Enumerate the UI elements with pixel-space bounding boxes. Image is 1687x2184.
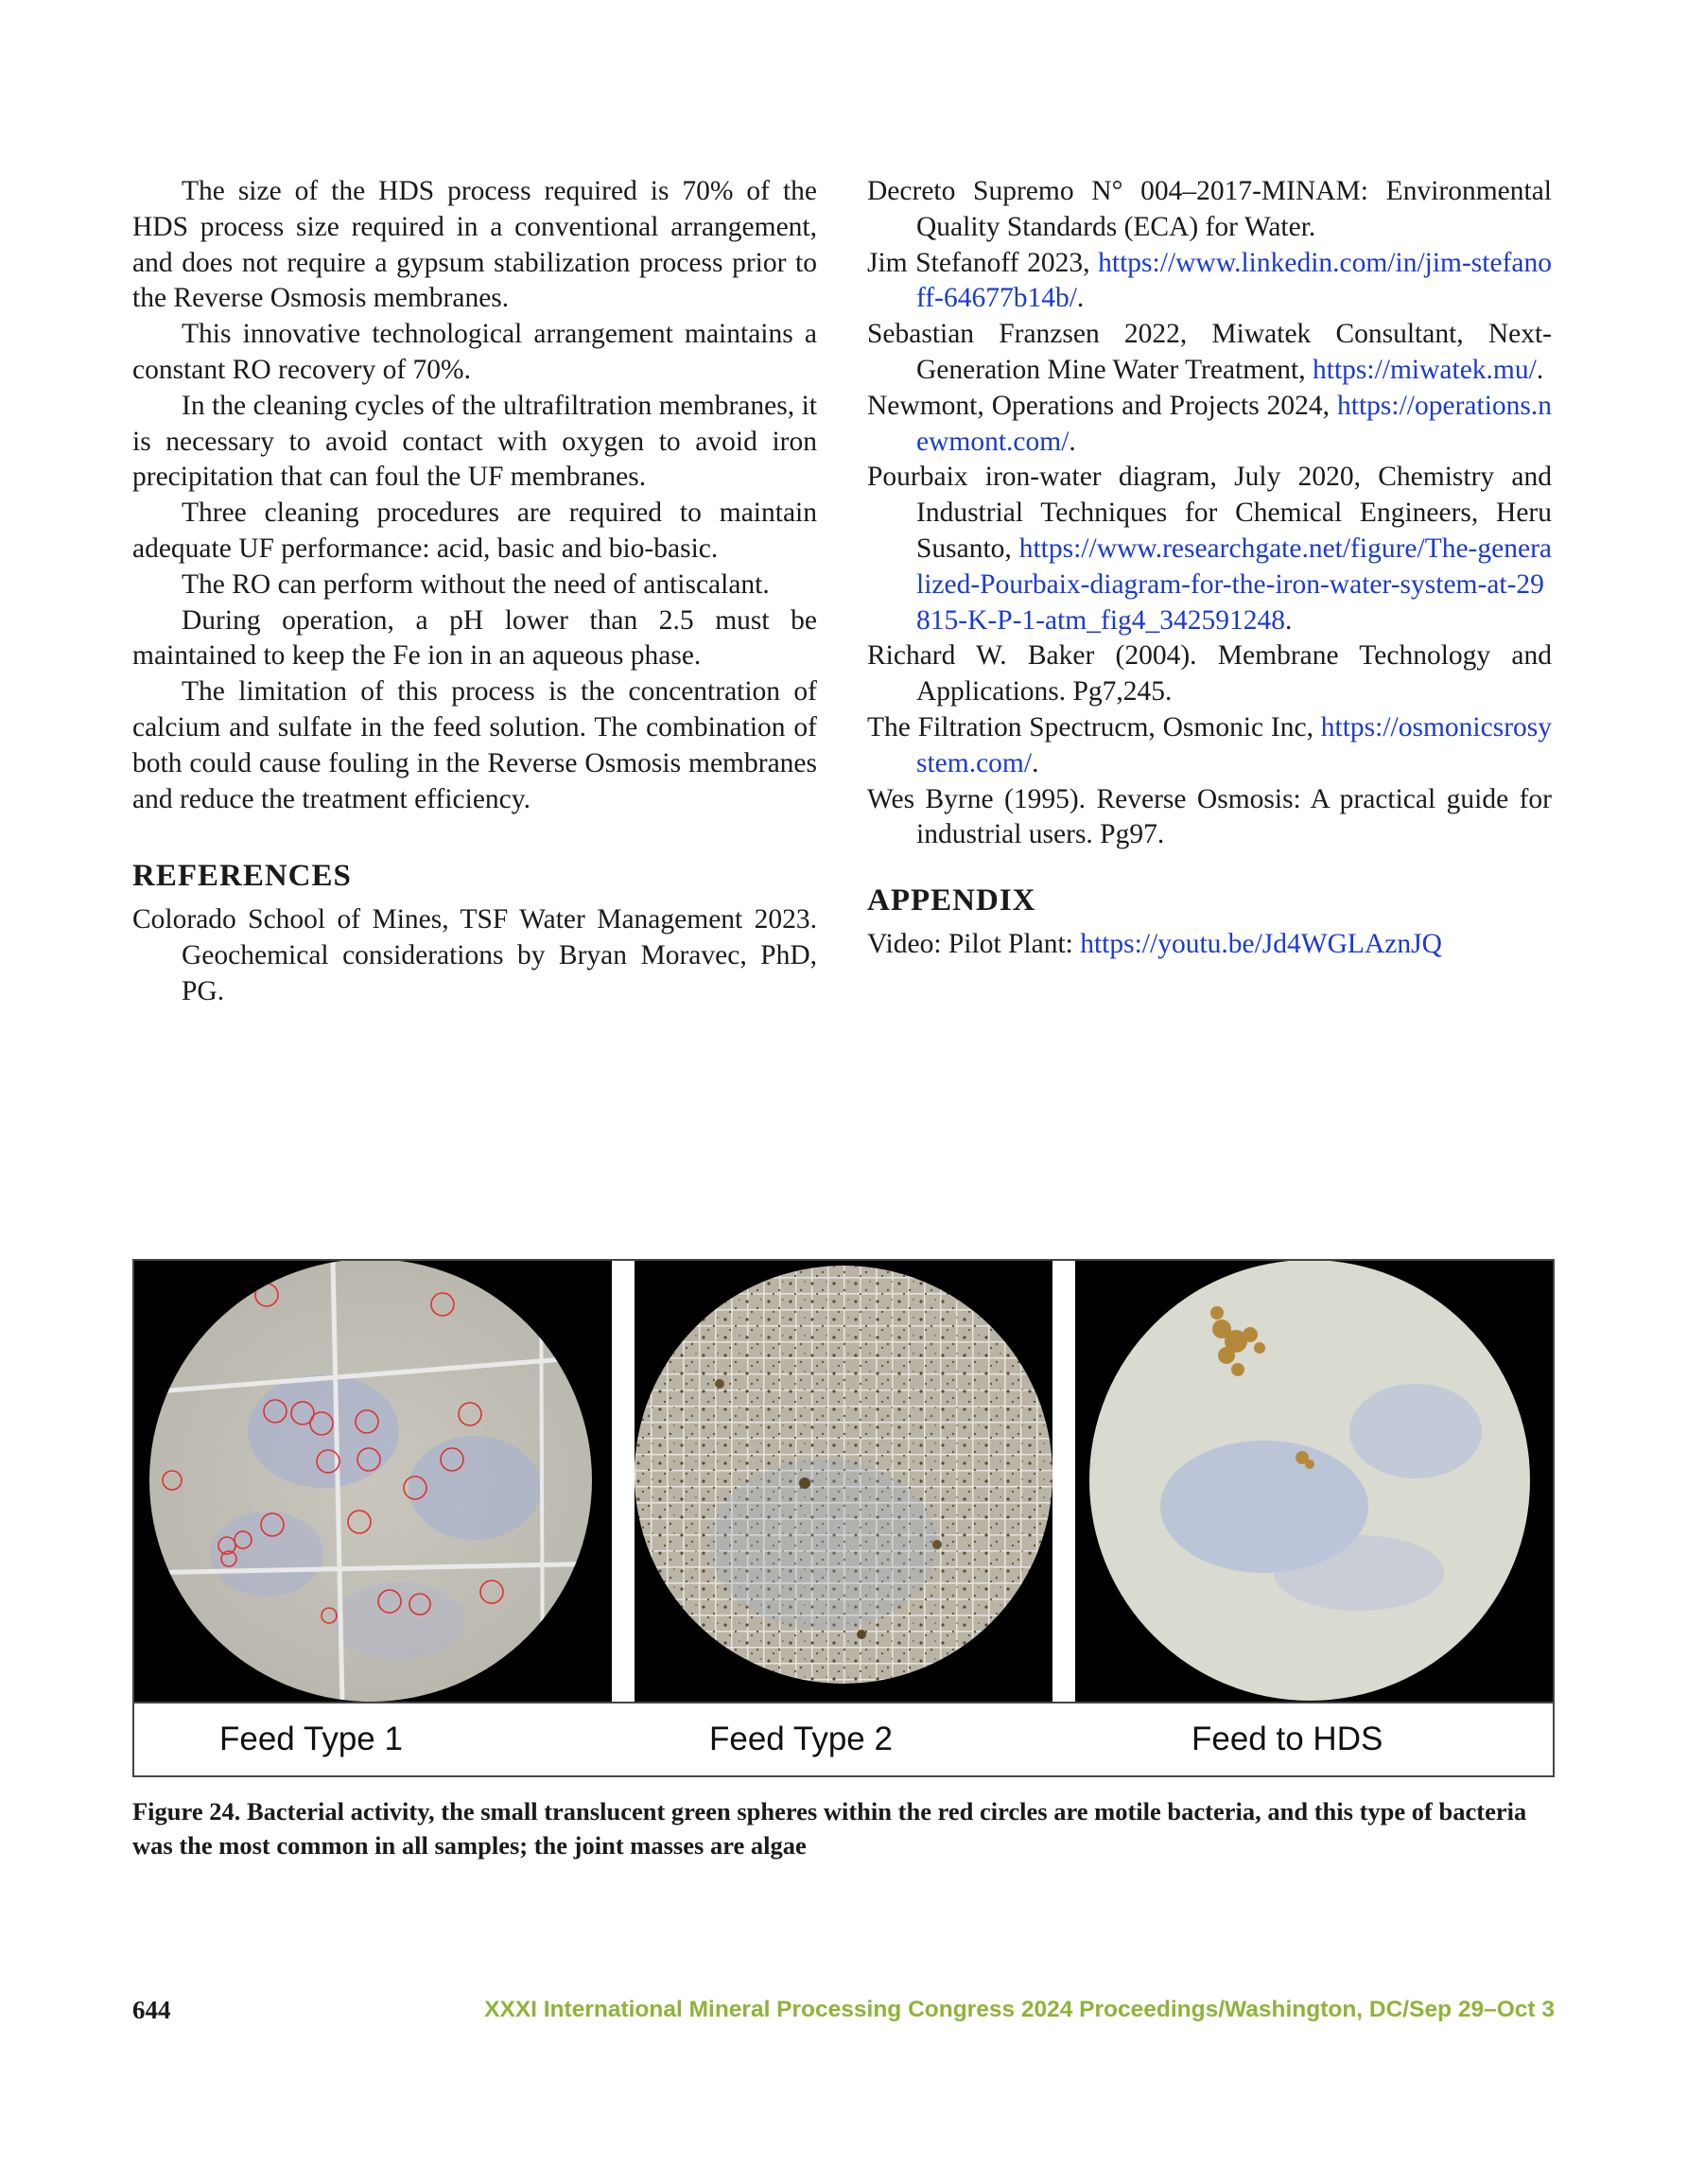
reference-link[interactable]: https://www.linkedin.com/in/jim-stefanoff-64677b14b/ (916, 247, 1552, 314)
reference-text: Decreto Supremo N° 004–2017-MINAM: Environmental Quality Standards (ECA) for Water. (867, 176, 1552, 242)
reference-item (867, 317, 1552, 389)
figure-caption: Figure 24. Bacterial activity, the small translucent green spheres within the red circles are motile bacteria, and this type of bacteria was the most common in all samples; the joint masses are algae (132, 1797, 1527, 1860)
reference-text: Pourbaix iron-water diagram, July 2020, Chemistry and Industrial Techniques for Chemical Engineers, Heru Susanto, (867, 462, 1552, 564)
body-paragraph: The RO can perform without the need of antiscalant. (182, 568, 770, 600)
panel-label-feed-type-1: Feed Type 1 (219, 1721, 403, 1757)
reference-text: The Filtration Spectrucm, Osmonic Inc, (867, 711, 1321, 743)
reference-item (867, 174, 1552, 246)
reference-text: Newmont, Operations and Projects 2024, (867, 390, 1338, 421)
reference-link[interactable]: https://osmonicsrosystem.com/ (916, 711, 1552, 778)
reference-punctuation: . (1076, 283, 1085, 314)
reference-link[interactable]: https://miwatek.mu/ (1313, 354, 1537, 385)
micrograph-feed-to-hds (1075, 1261, 1553, 1702)
reference-item (867, 460, 1552, 638)
reference-punctuation: . (1032, 747, 1039, 778)
panel-label-feed-to-hds: Feed to HDS (1191, 1721, 1383, 1757)
body-paragraph: During operation, a pH lower than 2.5 must be maintained to keep the Fe ion in an aqueous phase. (132, 604, 817, 672)
micrograph-panels (134, 1261, 1553, 1702)
micrograph-feed-type-2 (635, 1261, 1052, 1702)
reference-list (867, 174, 1552, 853)
reference-punctuation: . (1285, 604, 1293, 636)
references-heading: REFERENCES (132, 859, 352, 894)
panel-label-feed-type-2: Feed Type 2 (709, 1721, 893, 1757)
left-column (132, 174, 817, 1010)
footer-title: XXXI International Mineral Processing Congress 2024 Proceedings/Washington, DC/Sep 29–Oct 3 (484, 1997, 1555, 2022)
page-number: 644 (132, 1996, 171, 2024)
appendix-heading: APPENDIX (867, 883, 1036, 918)
body-paragraph: In the cleaning cycles of the ultrafiltration membranes, it is necessary to avoid contact with oxygen to avoid iron precipitation that can foul the UF membranes. (132, 390, 817, 493)
right-column (867, 174, 1552, 963)
reference-item (867, 710, 1552, 782)
reference-link[interactable]: https://operations.newmont.com/ (916, 390, 1552, 457)
reference-item: Colorado School of Mines, TSF Water Management 2023. Geochemical considerations by Bryan Moravec, PhD, PG. (132, 904, 817, 1006)
reference-item (867, 246, 1552, 318)
appendix-prefix: Video: Pilot Plant: (867, 929, 1081, 960)
micrograph-feed-type-1 (134, 1261, 612, 1702)
body-paragraph: Three cleaning procedures are required to maintain adequate UF performance: acid, basic and bio-basic. (132, 498, 817, 564)
reference-text: Sebastian Franzsen 2022, Miwatek Consultant, Next-Generation Mine Water Treatment, (867, 319, 1552, 385)
reference-text: Jim Stefanoff 2023, (867, 247, 1099, 278)
body-paragraph: This innovative technological arrangement maintains a constant RO recovery of 70%. (132, 319, 817, 385)
reference-punctuation: . (1069, 426, 1076, 457)
reference-link[interactable]: https://www.researchgate.net/figure/The-generalized-Pourbaix-diagram-for-the-iron-water-system-at-29815-K-P-1-atm_fig4_342591248 (916, 533, 1552, 636)
panel-labels (134, 1702, 1553, 1777)
reference-item (867, 638, 1552, 710)
reference-item (867, 389, 1552, 461)
figure-24 (132, 1259, 1555, 1777)
body-paragraph: The limitation of this process is the concentration of calcium and sulfate in the feed solution. The combination of both could cause fouling in the Reverse Osmosis membranes and reduce the treatment efficiency. (132, 676, 817, 814)
appendix-item (867, 927, 1552, 963)
reference-punctuation: . (1536, 354, 1544, 385)
reference-text: Wes Byrne (1995). Reverse Osmosis: A practical guide for industrial users. Pg97. (867, 783, 1552, 850)
body-paragraph: The size of the HDS process required is 70% of the HDS process size required in a conventional arrangement, and does not require a gypsum stabilization process prior to the Reverse Osmosis membranes. (132, 176, 817, 314)
reference-text: Richard W. Baker (2004). Membrane Technology and Applications. Pg7,245. (867, 640, 1552, 708)
video-link[interactable]: https://youtu.be/Jd4WGLAznJQ (1080, 929, 1442, 960)
reference-item (867, 782, 1552, 854)
